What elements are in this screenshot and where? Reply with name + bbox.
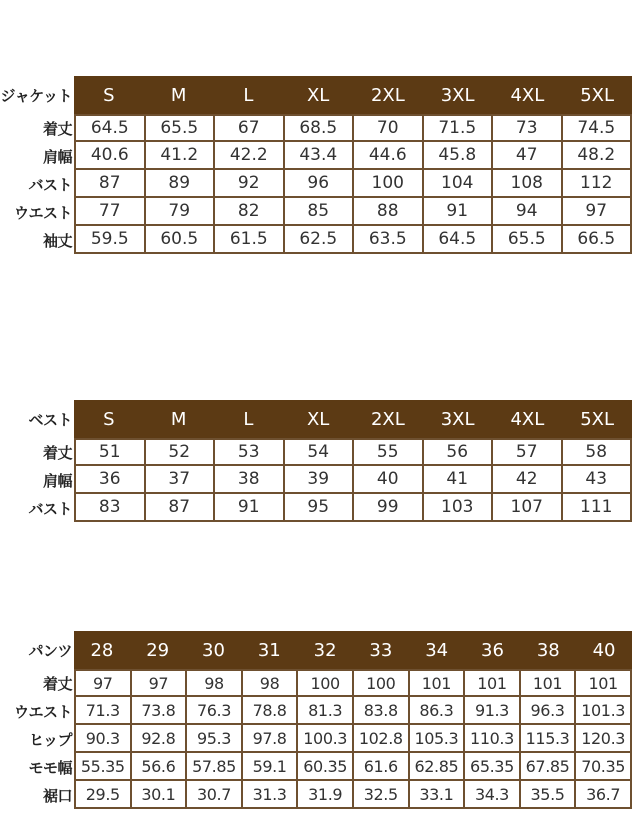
table-cell: 91	[215, 494, 285, 522]
row-label: 袖丈	[42, 231, 72, 250]
table-cell: 57.85	[187, 753, 243, 781]
table-cell: 59.1	[243, 753, 299, 781]
table-cell: 30.1	[132, 781, 188, 809]
table-cell: 98	[187, 669, 243, 697]
table-cell: 82	[215, 198, 285, 226]
header-row	[0, 400, 632, 438]
size-header-cell: 4XL	[510, 84, 545, 106]
table-cell: 43	[563, 466, 633, 494]
size-header-cell: M	[170, 408, 187, 430]
table-cell: 70	[354, 114, 424, 142]
table-cell: 120.3	[576, 725, 632, 753]
table-cell: 59.5	[76, 226, 146, 254]
table-cell: 47	[493, 142, 563, 170]
size-header-cell: XL	[306, 84, 330, 106]
table-cell: 88	[354, 198, 424, 226]
table-cell: 97.8	[243, 725, 299, 753]
table-cell: 34.3	[465, 781, 521, 809]
size-header-cell: 31	[257, 639, 281, 661]
table-cell: 111	[563, 494, 633, 522]
table-cell: 40.6	[76, 142, 146, 170]
table-cell: 73	[493, 114, 563, 142]
table-row	[0, 753, 632, 781]
table-cell: 83.8	[354, 697, 410, 725]
table-cell: 92	[215, 170, 285, 198]
table-cell: 65.35	[465, 753, 521, 781]
table-cell: 42	[493, 466, 563, 494]
table-cell: 66.5	[563, 226, 633, 254]
table-cell: 91	[424, 198, 494, 226]
table-cell: 61.5	[215, 226, 285, 254]
size-header-cell: 5XL	[580, 408, 615, 430]
table-cell: 107	[493, 494, 563, 522]
table-row	[0, 438, 632, 466]
size-header-cell: L	[243, 408, 254, 430]
table-cell: 87	[76, 170, 146, 198]
table-cell: 31.3	[243, 781, 299, 809]
table-cell: 52	[146, 438, 216, 466]
table-cell: 67	[215, 114, 285, 142]
table-cell: 64.5	[424, 226, 494, 254]
size-header-cell: 3XL	[440, 408, 475, 430]
table-cell: 71.3	[76, 697, 132, 725]
size-header-cell: 38	[536, 639, 560, 661]
table-cell: 73.8	[132, 697, 188, 725]
row-label: モモ幅	[28, 758, 72, 777]
size-header-cell: L	[243, 84, 254, 106]
size-header-cell: 2XL	[370, 84, 405, 106]
table-cell: 41.2	[146, 142, 216, 170]
row-label: バスト	[28, 175, 72, 194]
table-cell: 56	[424, 438, 494, 466]
table-cell: 55.35	[76, 753, 132, 781]
table-cell: 48.2	[563, 142, 633, 170]
table-cell: 44.6	[354, 142, 424, 170]
table-cell: 104	[424, 170, 494, 198]
table-cell: 110.3	[465, 725, 521, 753]
table-cell: 58	[563, 438, 633, 466]
table-cell: 79	[146, 198, 216, 226]
table-cell: 101.3	[576, 697, 632, 725]
table-cell: 99	[354, 494, 424, 522]
table-cell: 38	[215, 466, 285, 494]
table-cell: 105.3	[410, 725, 466, 753]
table-cell: 78.8	[243, 697, 299, 725]
table-cell: 89	[146, 170, 216, 198]
table-cell: 42.2	[215, 142, 285, 170]
table-cell: 31.9	[298, 781, 354, 809]
size-header-cell: 5XL	[580, 84, 615, 106]
table-cell: 97	[76, 669, 132, 697]
size-header-cell: S	[103, 84, 115, 106]
table-cell: 40	[354, 466, 424, 494]
size-header-cell: XL	[306, 408, 330, 430]
table-cell: 53	[215, 438, 285, 466]
table-row	[0, 142, 632, 170]
size-header-cell: 28	[90, 639, 114, 661]
table-cell: 71.5	[424, 114, 494, 142]
table-row	[0, 697, 632, 725]
table-cell: 39	[285, 466, 355, 494]
table-cell: 30.7	[187, 781, 243, 809]
table-cell: 54	[285, 438, 355, 466]
table-cell: 63.5	[354, 226, 424, 254]
table-cell: 60.5	[146, 226, 216, 254]
size-header-cell: 4XL	[510, 408, 545, 430]
table-cell: 45.8	[424, 142, 494, 170]
table-cell: 56.6	[132, 753, 188, 781]
size-header-cell: 2XL	[370, 408, 405, 430]
size-header-cell: 30	[202, 639, 225, 661]
row-label: 肩幅	[42, 147, 72, 166]
size-header-cell: 34	[425, 639, 449, 661]
table-row	[0, 466, 632, 494]
table-cell: 81.3	[298, 697, 354, 725]
table-label: ベスト	[28, 410, 72, 429]
table-cell: 101	[465, 669, 521, 697]
table-cell: 97	[563, 198, 633, 226]
table-cell: 65.5	[146, 114, 216, 142]
table-cell: 43.4	[285, 142, 355, 170]
table-label: ジャケット	[0, 86, 72, 105]
header-row	[0, 631, 632, 669]
table-cell: 68.5	[285, 114, 355, 142]
table-cell: 33.1	[410, 781, 466, 809]
table-row	[0, 669, 632, 697]
table-cell: 86.3	[410, 697, 466, 725]
row-label: 着丈	[42, 443, 72, 462]
table-cell: 77	[76, 198, 146, 226]
table-cell: 76.3	[187, 697, 243, 725]
table-cell: 97	[132, 669, 188, 697]
table-cell: 83	[76, 494, 146, 522]
table-cell: 29.5	[76, 781, 132, 809]
row-label: ヒップ	[28, 730, 72, 749]
table-row	[0, 198, 632, 226]
table-cell: 37	[146, 466, 216, 494]
table-cell: 64.5	[76, 114, 146, 142]
row-label: 裾口	[42, 786, 72, 805]
table-cell: 41	[424, 466, 494, 494]
header-row	[0, 76, 632, 114]
table-cell: 102.8	[354, 725, 410, 753]
size-header-cell: 40	[592, 639, 616, 661]
table-cell: 100	[354, 170, 424, 198]
table-cell: 100	[354, 669, 410, 697]
table-cell: 108	[493, 170, 563, 198]
table-cell: 62.85	[410, 753, 466, 781]
table-cell: 60.35	[298, 753, 354, 781]
row-label: バスト	[28, 499, 72, 518]
table-cell: 95	[285, 494, 355, 522]
table-cell: 101	[576, 669, 632, 697]
table-cell: 35.5	[521, 781, 577, 809]
table-cell: 100	[298, 669, 354, 697]
size-header-cell: M	[170, 84, 187, 106]
table-label: パンツ	[28, 641, 72, 660]
pants-size-table	[0, 631, 632, 809]
table-cell: 51	[76, 438, 146, 466]
table-cell: 96	[285, 170, 355, 198]
table-cell: 98	[243, 669, 299, 697]
table-cell: 65.5	[493, 226, 563, 254]
table-row	[0, 781, 632, 809]
table-cell: 112	[563, 170, 633, 198]
size-header-cell: S	[103, 408, 115, 430]
table-cell: 96.3	[521, 697, 577, 725]
table-cell: 87	[146, 494, 216, 522]
table-cell: 55	[354, 438, 424, 466]
table-cell: 100.3	[298, 725, 354, 753]
table-row	[0, 226, 632, 254]
table-cell: 36	[76, 466, 146, 494]
row-label: ウエスト	[13, 702, 72, 721]
table-cell: 101	[410, 669, 466, 697]
table-row	[0, 494, 632, 522]
jacket-size-table	[0, 76, 632, 254]
size-header-cell: 29	[146, 639, 170, 661]
table-row	[0, 725, 632, 753]
size-header-cell: 33	[369, 639, 393, 661]
table-cell: 95.3	[187, 725, 243, 753]
table-cell: 70.35	[576, 753, 632, 781]
table-cell: 67.85	[521, 753, 577, 781]
table-cell: 90.3	[76, 725, 132, 753]
table-cell: 32.5	[354, 781, 410, 809]
table-cell: 57	[493, 438, 563, 466]
table-cell: 103	[424, 494, 494, 522]
table-row	[0, 170, 632, 198]
table-cell: 92.8	[132, 725, 188, 753]
table-cell: 115.3	[521, 725, 577, 753]
table-cell: 36.7	[576, 781, 632, 809]
vest-size-table	[0, 400, 632, 522]
table-cell: 85	[285, 198, 355, 226]
table-cell: 74.5	[563, 114, 633, 142]
table-cell: 61.6	[354, 753, 410, 781]
row-label: 着丈	[42, 119, 72, 138]
size-header-cell: 32	[313, 639, 337, 661]
table-cell: 101	[521, 669, 577, 697]
row-label: 肩幅	[42, 471, 72, 490]
table-cell: 62.5	[285, 226, 355, 254]
row-label: ウエスト	[13, 203, 72, 222]
size-header-cell: 3XL	[440, 84, 475, 106]
row-label: 着丈	[42, 674, 72, 693]
table-cell: 91.3	[465, 697, 521, 725]
table-row	[0, 114, 632, 142]
size-header-cell: 36	[481, 639, 504, 661]
table-cell: 94	[493, 198, 563, 226]
